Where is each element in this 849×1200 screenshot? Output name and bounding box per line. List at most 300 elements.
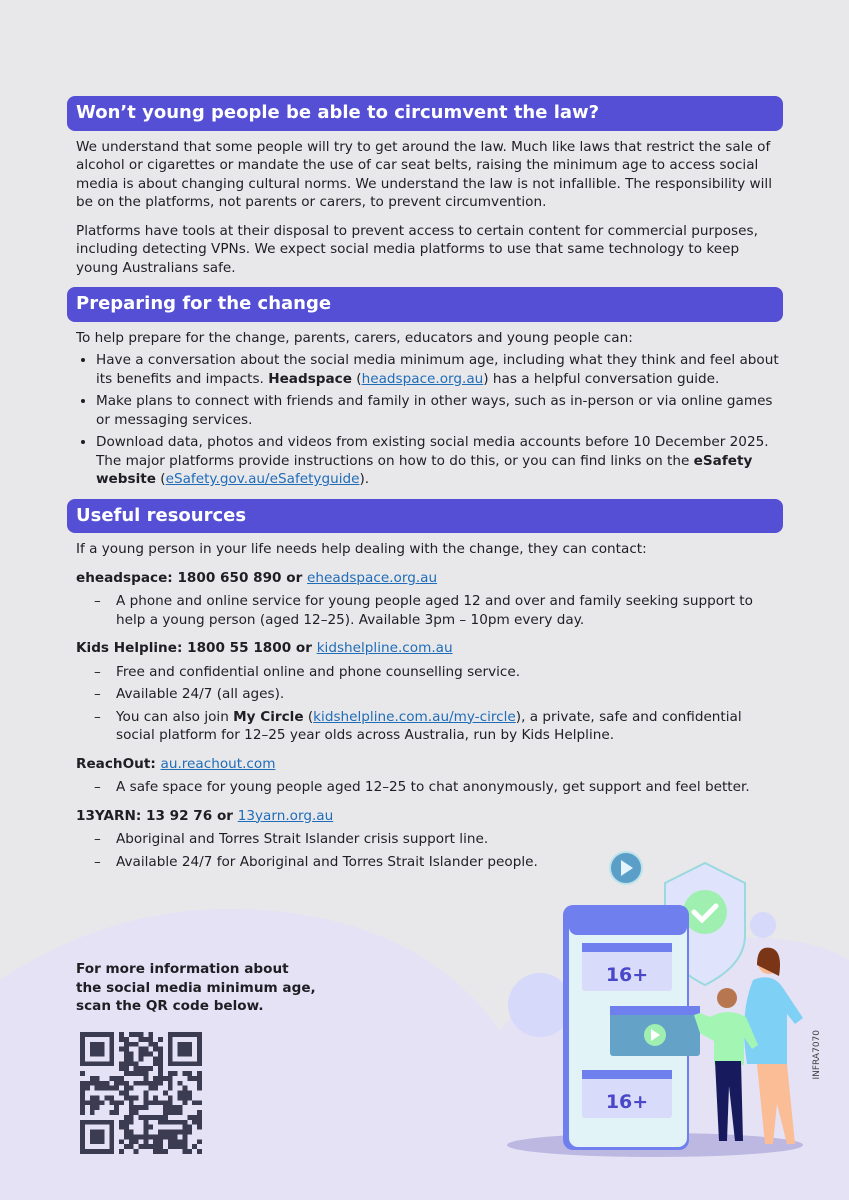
- qr-module: [80, 1091, 85, 1096]
- qr-code[interactable]: [76, 1032, 206, 1154]
- qr-module: [197, 1076, 202, 1081]
- qr-module: [139, 1056, 144, 1061]
- text: Download data, photos and videos from existing social media accounts before 10 December 2025. The major platforms provide instructions on how to do this, or you can find links on the: [96, 434, 769, 469]
- qr-module: [182, 1139, 187, 1144]
- headspace-link[interactable]: headspace.org.au: [361, 370, 484, 387]
- qr-module: [158, 1061, 163, 1066]
- qr-module: [143, 1076, 148, 1081]
- qr-module: [143, 1120, 148, 1125]
- qr-module: [129, 1130, 134, 1135]
- qr-module: [168, 1144, 173, 1149]
- qr-module: [168, 1086, 173, 1091]
- qr-module: [139, 1052, 144, 1057]
- qr-module: [109, 1110, 114, 1115]
- qr-module: [158, 1139, 163, 1144]
- reachout-link[interactable]: au.reachout.com: [160, 755, 276, 772]
- decor-circle: [508, 973, 572, 1037]
- qr-module: [124, 1086, 129, 1091]
- qr-module: [95, 1105, 100, 1110]
- qr-module: [158, 1071, 163, 1076]
- qr-module: [158, 1134, 163, 1139]
- qr-module: [168, 1081, 173, 1086]
- qr-module: [139, 1032, 144, 1037]
- qr-module: [80, 1071, 85, 1076]
- qr-module: [153, 1144, 158, 1149]
- text: ), a private, safe and confidential social platform for 12–25 year olds across Australia, run by Kids Helpline.: [116, 708, 742, 743]
- qr-module: [129, 1042, 134, 1047]
- qr-finder: [90, 1130, 105, 1145]
- qr-module: [129, 1095, 134, 1100]
- qr-module: [163, 1130, 168, 1135]
- qr-module: [119, 1125, 124, 1130]
- qr-module: [119, 1149, 124, 1154]
- qr-module: [182, 1086, 187, 1091]
- qr-module: [158, 1037, 163, 1042]
- qr-module: [168, 1071, 173, 1076]
- qr-module: [153, 1139, 158, 1144]
- qr-module: [139, 1047, 144, 1052]
- qr-module: [85, 1086, 90, 1091]
- qr-module: [129, 1110, 134, 1115]
- qr-module: [148, 1081, 153, 1086]
- list-item: – A safe space for young people aged 12–25 to chat anonymously, get support and feel better.: [116, 778, 783, 797]
- qr-module: [139, 1105, 144, 1110]
- qr-module: [173, 1144, 178, 1149]
- qr-module: [124, 1115, 129, 1120]
- qr-module: [114, 1081, 119, 1086]
- qr-module: [80, 1081, 85, 1086]
- qr-module: [178, 1105, 183, 1110]
- qr-module: [134, 1105, 139, 1110]
- qr-module: [192, 1115, 197, 1120]
- qr-module: [129, 1144, 134, 1149]
- bold-text: My Circle: [233, 708, 304, 725]
- paragraph: We understand that some people will try to get around the law. Much like laws that restrict the sale of alcohol or cigarettes or mandate the use of car seat belts, raising the minimum age to access social media is about changing cultural norms. We understand the law is not infallible. The responsibility will be on the platforms, not parents or carers, to prevent circumvention.: [76, 138, 772, 210]
- paragraph: Platforms have tools at their disposal to prevent access to certain content for commercial purposes, including detecting VPNs. We expect social media platforms to use that same technology to keep young Australians safe.: [76, 222, 758, 276]
- qr-module: [143, 1081, 148, 1086]
- document-body: [67, 96, 783, 881]
- qr-module: [197, 1149, 202, 1154]
- qr-module: [148, 1100, 153, 1105]
- qr-module: [124, 1047, 129, 1052]
- qr-module: [134, 1139, 139, 1144]
- org-13yarn: [76, 807, 774, 826]
- qr-module: [139, 1081, 144, 1086]
- qr-module: [197, 1081, 202, 1086]
- qr-module: [124, 1120, 129, 1125]
- qr-module: [173, 1105, 178, 1110]
- qr-module: [163, 1149, 168, 1154]
- qr-module: [178, 1144, 183, 1149]
- qr-module: [124, 1134, 129, 1139]
- qr-module: [158, 1120, 163, 1125]
- qr-module: [80, 1095, 85, 1100]
- list-item: [116, 708, 783, 745]
- org-reachout: [76, 755, 774, 774]
- qr-module: [90, 1095, 95, 1100]
- qr-module: [124, 1037, 129, 1042]
- bold-text: Headspace: [268, 370, 352, 387]
- qr-module: [119, 1120, 124, 1125]
- qr-module: [182, 1091, 187, 1096]
- qr-module: [182, 1100, 187, 1105]
- qr-module: [80, 1110, 85, 1115]
- text: ) has a helpful conversation guide.: [483, 370, 720, 387]
- qr-module: [114, 1100, 119, 1105]
- qr-module: [163, 1115, 168, 1120]
- qr-module: [173, 1120, 178, 1125]
- qr-module: [168, 1076, 173, 1081]
- qr-module: [197, 1086, 202, 1091]
- qr-module: [158, 1081, 163, 1086]
- qr-module: [143, 1130, 148, 1135]
- list-item: – Aboriginal and Torres Strait Islander crisis support line.: [116, 830, 783, 849]
- list-item: – A phone and online service for young people aged 12 and over and family seeking support to help a young person (aged 12–25). Available 3pm – 10pm every day.: [116, 592, 783, 629]
- qr-module: [163, 1091, 168, 1096]
- qr-module: [143, 1047, 148, 1052]
- qr-module: [119, 1066, 124, 1071]
- qr-module: [153, 1056, 158, 1061]
- 13yarn-link[interactable]: 13yarn.org.au: [237, 807, 334, 824]
- qr-module: [178, 1130, 183, 1135]
- qr-module: [148, 1086, 153, 1091]
- qr-module: [158, 1056, 163, 1061]
- org-name: eheadspace: 1800 650 890 or: [76, 569, 308, 586]
- qr-module: [90, 1100, 95, 1105]
- qr-module: [153, 1086, 158, 1091]
- paragraph: To help prepare for the change, parents, carers, educators and young people can:: [76, 329, 633, 346]
- qr-module: [153, 1042, 158, 1047]
- qr-module: [139, 1037, 144, 1042]
- qr-module: [124, 1052, 129, 1057]
- document-code: INFRA7070: [812, 1030, 822, 1080]
- qr-module: [153, 1134, 158, 1139]
- qr-module: [158, 1076, 163, 1081]
- qr-module: [197, 1125, 202, 1130]
- qr-module: [114, 1076, 119, 1081]
- org-name: Kids Helpline: 1800 55 1800 or: [76, 640, 317, 656]
- qr-module: [163, 1110, 168, 1115]
- qr-module: [95, 1100, 100, 1105]
- qr-module: [168, 1110, 173, 1115]
- qr-module: [187, 1095, 192, 1100]
- dash-list: [67, 592, 783, 629]
- qr-module: [139, 1071, 144, 1076]
- qr-module: [143, 1134, 148, 1139]
- list-item: – Available 24/7 (all ages).: [116, 685, 783, 704]
- qr-module: [143, 1125, 148, 1130]
- qr-module: [153, 1149, 158, 1154]
- qr-module: [143, 1144, 148, 1149]
- qr-module: [114, 1086, 119, 1091]
- age-badge: 16+: [605, 1091, 649, 1113]
- qr-module: [197, 1139, 202, 1144]
- qr-module: [119, 1047, 124, 1052]
- decor-circle: [750, 912, 776, 938]
- qr-module: [119, 1091, 124, 1096]
- qr-module: [139, 1144, 144, 1149]
- qr-module: [158, 1130, 163, 1135]
- qr-module: [173, 1071, 178, 1076]
- qr-module: [182, 1149, 187, 1154]
- qr-module: [153, 1095, 158, 1100]
- qr-module: [158, 1047, 163, 1052]
- qr-module: [148, 1144, 153, 1149]
- qr-module: [182, 1095, 187, 1100]
- qr-module: [119, 1032, 124, 1037]
- qr-module: [158, 1066, 163, 1071]
- qr-module: [182, 1125, 187, 1130]
- age-badge: 16+: [605, 964, 649, 986]
- qr-module: [124, 1071, 129, 1076]
- qr-module: [134, 1081, 139, 1086]
- qr-module: [124, 1091, 129, 1096]
- qr-module: [124, 1061, 129, 1066]
- org-kids-helpline: [76, 639, 774, 658]
- qr-module: [163, 1100, 168, 1105]
- qr-module: [129, 1032, 134, 1037]
- qr-module: [104, 1086, 109, 1091]
- text: You can also join: [116, 708, 234, 725]
- qr-module: [129, 1071, 134, 1076]
- qr-module: [129, 1120, 134, 1125]
- qr-module: [134, 1134, 139, 1139]
- illustration: [505, 835, 845, 1165]
- qr-module: [109, 1095, 114, 1100]
- qr-module: [178, 1095, 183, 1100]
- qr-module: [143, 1071, 148, 1076]
- qr-module: [192, 1120, 197, 1125]
- qr-module: [90, 1110, 95, 1115]
- list-item: • Make plans to connect with friends and family in other ways, such as in-person or via online games or messaging services.: [96, 392, 783, 429]
- qr-module: [143, 1095, 148, 1100]
- dash-list: [67, 663, 783, 745]
- qr-module: [129, 1052, 134, 1057]
- qr-module: [129, 1086, 134, 1091]
- qr-module: [139, 1115, 144, 1120]
- qr-module: [163, 1105, 168, 1110]
- qr-module: [148, 1115, 153, 1120]
- qr-module: [148, 1125, 153, 1130]
- qr-module: [192, 1100, 197, 1105]
- qr-module: [139, 1066, 144, 1071]
- qr-module: [173, 1110, 178, 1115]
- qr-module: [95, 1076, 100, 1081]
- qr-module: [163, 1076, 168, 1081]
- qr-module: [95, 1086, 100, 1091]
- qr-module: [178, 1091, 183, 1096]
- qr-module: [90, 1081, 95, 1086]
- qr-module: [119, 1061, 124, 1066]
- qr-module: [134, 1066, 139, 1071]
- qr-module: [153, 1081, 158, 1086]
- qr-module: [129, 1105, 134, 1110]
- text: (: [351, 370, 362, 387]
- qr-module: [173, 1139, 178, 1144]
- qr-module: [143, 1066, 148, 1071]
- text: Have a conversation about the social media minimum age, including what they think and feel about its benefits and impacts.: [96, 352, 779, 387]
- section-heading: Won’t young people be able to circumvent the law?: [67, 96, 783, 131]
- qr-module: [143, 1091, 148, 1096]
- qr-module: [168, 1105, 173, 1110]
- qr-module: [182, 1134, 187, 1139]
- qr-module: [192, 1144, 197, 1149]
- qr-module: [158, 1115, 163, 1120]
- qr-module: [168, 1130, 173, 1135]
- play-icon: [610, 852, 642, 884]
- qr-module: [143, 1105, 148, 1110]
- qr-module: [148, 1032, 153, 1037]
- qr-module: [124, 1081, 129, 1086]
- bold-text: eSafety website: [96, 452, 753, 487]
- qr-module: [129, 1139, 134, 1144]
- text: (: [155, 471, 166, 487]
- qr-module: [119, 1139, 124, 1144]
- qr-module: [80, 1086, 85, 1091]
- qr-module: [139, 1134, 144, 1139]
- phone: [563, 905, 700, 1150]
- qr-module: [178, 1139, 183, 1144]
- qr-module: [124, 1056, 129, 1061]
- qr-module: [168, 1134, 173, 1139]
- qr-module: [134, 1042, 139, 1047]
- bullet-list: [67, 351, 783, 489]
- qr-module: [124, 1130, 129, 1135]
- qr-module: [168, 1139, 173, 1144]
- qr-module: [100, 1086, 105, 1091]
- qr-module: [178, 1120, 183, 1125]
- qr-module: [134, 1061, 139, 1066]
- qr-module: [197, 1115, 202, 1120]
- qr-module: [168, 1120, 173, 1125]
- esafety-link[interactable]: eSafety.gov.au/eSafetyguide: [165, 471, 360, 487]
- eheadspace-link[interactable]: eheadspace.org.au: [307, 569, 438, 586]
- section-heading: Preparing for the change: [67, 287, 783, 322]
- qr-module: [134, 1110, 139, 1115]
- qr-module: [129, 1134, 134, 1139]
- qr-module: [134, 1071, 139, 1076]
- dash-list: [67, 778, 783, 797]
- qr-module: [153, 1047, 158, 1052]
- list-item: – Free and confidential online and phone counselling service.: [116, 663, 783, 682]
- qr-module: [119, 1081, 124, 1086]
- qr-module: [158, 1100, 163, 1105]
- list-item: [96, 433, 783, 489]
- qr-module: [158, 1052, 163, 1057]
- qr-module: [148, 1066, 153, 1071]
- org-name: 13YARN: 13 92 76 or: [76, 807, 238, 824]
- my-circle-link[interactable]: kidshelpline.com.au/my-circle: [313, 708, 516, 725]
- qr-module: [85, 1100, 90, 1105]
- qr-module: [173, 1130, 178, 1135]
- paragraph: If a young person in your life needs help dealing with the change, they can contact:: [76, 541, 647, 557]
- qr-module: [197, 1110, 202, 1115]
- more-info-text: For more information about the social media minimum age, scan the QR code below.: [76, 961, 316, 1014]
- qr-module: [187, 1125, 192, 1130]
- qr-module: [153, 1115, 158, 1120]
- text: ).: [359, 471, 370, 487]
- qr-module: [197, 1100, 202, 1105]
- qr-module: [129, 1056, 134, 1061]
- qr-module: [187, 1071, 192, 1076]
- qr-module: [143, 1115, 148, 1120]
- qr-module: [114, 1105, 119, 1110]
- qr-module: [80, 1105, 85, 1110]
- qr-module: [163, 1120, 168, 1125]
- qr-module: [90, 1105, 95, 1110]
- list-item: [96, 351, 783, 388]
- kidshelpline-link[interactable]: kidshelpline.com.au: [316, 640, 453, 656]
- qr-module: [129, 1115, 134, 1120]
- qr-module: [148, 1042, 153, 1047]
- section-heading: Useful resources: [67, 499, 783, 534]
- qr-module: [134, 1095, 139, 1100]
- qr-module: [124, 1066, 129, 1071]
- org-eheadspace: [76, 569, 774, 588]
- qr-module: [182, 1071, 187, 1076]
- qr-module: [178, 1110, 183, 1115]
- qr-module: [192, 1076, 197, 1081]
- qr-module: [168, 1095, 173, 1100]
- qr-finder: [178, 1042, 193, 1057]
- qr-module: [148, 1037, 153, 1042]
- qr-module: [153, 1076, 158, 1081]
- qr-module: [143, 1052, 148, 1057]
- qr-module: [153, 1061, 158, 1066]
- qr-module: [182, 1144, 187, 1149]
- qr-module: [197, 1071, 202, 1076]
- qr-module: [90, 1076, 95, 1081]
- qr-module: [129, 1100, 134, 1105]
- qr-module: [134, 1032, 139, 1037]
- qr-module: [104, 1095, 109, 1100]
- qr-module: [95, 1081, 100, 1086]
- qr-module: [168, 1100, 173, 1105]
- qr-module: [158, 1149, 163, 1154]
- qr-module: [187, 1115, 192, 1120]
- qr-module: [182, 1130, 187, 1135]
- qr-module: [187, 1130, 192, 1135]
- qr-module: [178, 1081, 183, 1086]
- text: (: [303, 708, 314, 725]
- qr-module: [187, 1149, 192, 1154]
- qr-module: [119, 1037, 124, 1042]
- qr-module: [109, 1076, 114, 1081]
- qr-module: [100, 1100, 105, 1105]
- qr-module: [119, 1100, 124, 1105]
- qr-module: [114, 1110, 119, 1115]
- qr-module: [109, 1100, 114, 1105]
- qr-module: [148, 1134, 153, 1139]
- qr-module: [158, 1144, 163, 1149]
- qr-module: [100, 1081, 105, 1086]
- qr-module: [153, 1100, 158, 1105]
- qr-module: [129, 1061, 134, 1066]
- qr-module: [85, 1081, 90, 1086]
- qr-module: [143, 1100, 148, 1105]
- qr-module: [134, 1149, 139, 1154]
- qr-module: [104, 1081, 109, 1086]
- qr-module: [148, 1052, 153, 1057]
- list-item: – Available 24/7 for Aboriginal and Torres Strait Islander people.: [116, 853, 783, 872]
- qr-module: [143, 1139, 148, 1144]
- qr-module: [124, 1144, 129, 1149]
- qr-finder: [90, 1042, 105, 1057]
- qr-module: [109, 1086, 114, 1091]
- qr-module: [182, 1120, 187, 1125]
- qr-module: [163, 1134, 168, 1139]
- qr-module: [124, 1125, 129, 1130]
